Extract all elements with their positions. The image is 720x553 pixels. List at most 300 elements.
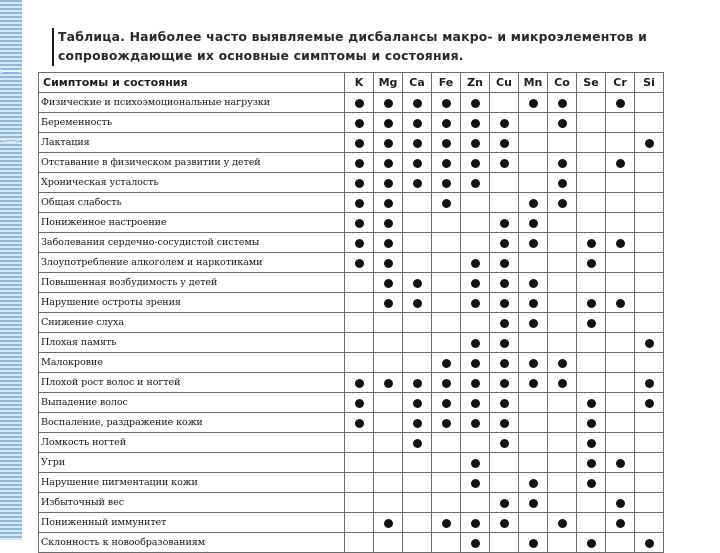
table-cell [403, 93, 432, 113]
table-cell [461, 93, 490, 113]
table-cell [374, 393, 403, 413]
table-cell [490, 153, 519, 173]
table-cell [490, 413, 519, 433]
table-cell [519, 513, 548, 533]
table-cell [635, 233, 664, 253]
bullet-marker-icon [529, 499, 538, 508]
symptom-label: Нарушение пигментации кожи [39, 473, 345, 493]
bullet-marker-icon [355, 379, 364, 388]
table-cell [635, 453, 664, 473]
table-cell [577, 393, 606, 413]
symptom-label: Пониженное настроение [39, 213, 345, 233]
bullet-marker-icon [645, 539, 654, 548]
table-cell [519, 133, 548, 153]
table-cell [548, 93, 577, 113]
table-cell [374, 153, 403, 173]
bullet-marker-icon [384, 379, 393, 388]
column-header-element: Cr [606, 73, 635, 93]
table-row [39, 353, 664, 373]
table-cell [548, 313, 577, 333]
table-row [39, 113, 664, 133]
table-row [39, 93, 664, 113]
table-cell [374, 313, 403, 333]
symptoms-table [38, 72, 664, 553]
column-header-symptoms: Симптомы и состояния [39, 73, 345, 93]
table-cell [548, 273, 577, 293]
bullet-marker-icon [471, 359, 480, 368]
bullet-marker-icon [529, 239, 538, 248]
table-cell [635, 193, 664, 213]
bullet-marker-icon [471, 259, 480, 268]
table-row [39, 233, 664, 253]
table-cell [519, 333, 548, 353]
table-cell [635, 533, 664, 553]
table-row [39, 213, 664, 233]
table-cell [635, 213, 664, 233]
bullet-marker-icon [471, 139, 480, 148]
table-cell [606, 493, 635, 513]
bullet-marker-icon [587, 399, 596, 408]
table-cell [374, 433, 403, 453]
table-cell [345, 373, 374, 393]
table-cell [519, 113, 548, 133]
table-row [39, 333, 664, 353]
table-cell [345, 413, 374, 433]
table-cell [635, 493, 664, 513]
table-cell [490, 453, 519, 473]
column-header-element: Si [635, 73, 664, 93]
table-cell [461, 273, 490, 293]
table-cell [606, 413, 635, 433]
bullet-marker-icon [355, 119, 364, 128]
table-cell [374, 213, 403, 233]
table-cell [432, 233, 461, 253]
table-cell [635, 333, 664, 353]
table-cell [519, 313, 548, 333]
table-cell [432, 413, 461, 433]
bullet-marker-icon [384, 119, 393, 128]
table-cell [635, 153, 664, 173]
bullet-marker-icon [500, 519, 509, 528]
column-header-element: Mg [374, 73, 403, 93]
table-cell [461, 313, 490, 333]
table-cell [345, 473, 374, 493]
table-cell [403, 473, 432, 493]
table-cell [461, 473, 490, 493]
symptom-label: Общая слабость [39, 193, 345, 213]
table-cell [606, 113, 635, 133]
table-cell [490, 333, 519, 353]
table-cell [548, 493, 577, 513]
bullet-marker-icon [529, 479, 538, 488]
table-cell [577, 193, 606, 213]
table-cell [374, 113, 403, 133]
table-cell [345, 353, 374, 373]
table-cell [519, 493, 548, 513]
bullet-marker-icon [500, 159, 509, 168]
symptom-label: Физические и психоэмоциональные нагрузки [39, 93, 345, 113]
bullet-marker-icon [500, 359, 509, 368]
bullet-marker-icon [471, 419, 480, 428]
table-cell [548, 133, 577, 153]
symptom-label: Угри [39, 453, 345, 473]
table-cell [374, 233, 403, 253]
table-cell [374, 173, 403, 193]
table-cell [374, 413, 403, 433]
table-cell [606, 173, 635, 193]
table-cell [606, 513, 635, 533]
bullet-marker-icon [529, 359, 538, 368]
table-row [39, 313, 664, 333]
bullet-marker-icon [471, 119, 480, 128]
table-cell [606, 353, 635, 373]
bullet-marker-icon [500, 339, 509, 348]
bullet-marker-icon [616, 499, 625, 508]
table-cell [577, 233, 606, 253]
table-cell [519, 93, 548, 113]
bullet-marker-icon [558, 119, 567, 128]
table-cell [461, 393, 490, 413]
table-cell [403, 313, 432, 333]
table-cell [461, 133, 490, 153]
bullet-marker-icon [471, 379, 480, 388]
table-cell [403, 133, 432, 153]
table-cell [461, 173, 490, 193]
symptom-label: Пониженный иммунитет [39, 513, 345, 533]
table-cell [519, 393, 548, 413]
bullet-marker-icon [645, 399, 654, 408]
bullet-marker-icon [442, 359, 451, 368]
table-cell [345, 193, 374, 213]
bullet-marker-icon [355, 259, 364, 268]
bullet-marker-icon [384, 279, 393, 288]
table-cell [403, 273, 432, 293]
table-cell [403, 513, 432, 533]
column-header-element: Se [577, 73, 606, 93]
table-cell [519, 193, 548, 213]
table-cell [635, 313, 664, 333]
bullet-marker-icon [471, 279, 480, 288]
bullet-marker-icon [355, 179, 364, 188]
table-cell [519, 153, 548, 173]
table-row [39, 493, 664, 513]
bullet-marker-icon [558, 379, 567, 388]
bullet-marker-icon [529, 219, 538, 228]
table-cell [374, 473, 403, 493]
bullet-marker-icon [500, 239, 509, 248]
bullet-marker-icon [384, 159, 393, 168]
table-row [39, 393, 664, 413]
bullet-marker-icon [500, 299, 509, 308]
column-header-element: Co [548, 73, 577, 93]
table-cell [490, 233, 519, 253]
table-cell [374, 193, 403, 213]
table-cell [577, 213, 606, 233]
table-cell [403, 393, 432, 413]
table-cell [548, 333, 577, 353]
table-row [39, 433, 664, 453]
table-cell [577, 433, 606, 453]
table-row [39, 153, 664, 173]
decorative-arc [0, 70, 42, 142]
table-cell [403, 373, 432, 393]
table-cell [577, 533, 606, 553]
table-cell [490, 433, 519, 453]
table-cell [606, 333, 635, 353]
table-cell [374, 93, 403, 113]
column-header-element: Cu [490, 73, 519, 93]
bullet-marker-icon [529, 279, 538, 288]
table-cell [403, 113, 432, 133]
bullet-marker-icon [384, 199, 393, 208]
bullet-marker-icon [471, 179, 480, 188]
table-cell [345, 453, 374, 473]
table-cell [374, 253, 403, 273]
bullet-marker-icon [413, 399, 422, 408]
table-cell [461, 493, 490, 513]
table-cell [345, 93, 374, 113]
table-cell [461, 193, 490, 213]
table-cell [345, 273, 374, 293]
table-cell [432, 93, 461, 113]
bullet-marker-icon [442, 139, 451, 148]
bullet-marker-icon [355, 199, 364, 208]
table-cell [548, 293, 577, 313]
table-cell [606, 473, 635, 493]
symptom-label: Плохой рост волос и ногтей [39, 373, 345, 393]
table-row [39, 133, 664, 153]
bullet-marker-icon [355, 219, 364, 228]
bullet-marker-icon [384, 239, 393, 248]
table-cell [432, 533, 461, 553]
table-cell [345, 173, 374, 193]
table-cell [345, 213, 374, 233]
bullet-marker-icon [384, 259, 393, 268]
table-cell [403, 293, 432, 313]
table-cell [519, 233, 548, 253]
page-title [58, 27, 698, 65]
table-cell [519, 373, 548, 393]
table-cell [635, 173, 664, 193]
title-line-2: сопровождающие их основные симптомы и состояния. [58, 48, 464, 63]
table-cell [519, 173, 548, 193]
table-cell [490, 193, 519, 213]
decorative-left-strip [0, 0, 22, 540]
table-cell [577, 473, 606, 493]
table-cell [374, 533, 403, 553]
table-cell [345, 313, 374, 333]
bullet-marker-icon [442, 419, 451, 428]
bullet-marker-icon [384, 179, 393, 188]
bullet-marker-icon [471, 459, 480, 468]
title-line-1: Таблица. Наиболее часто выявляемые дисбалансы макро- и микроэлементов и [58, 29, 647, 44]
bullet-marker-icon [558, 179, 567, 188]
symptom-label: Повышенная возбудимость у детей [39, 273, 345, 293]
table-cell [461, 253, 490, 273]
table-cell [606, 133, 635, 153]
table-cell [461, 533, 490, 553]
table-cell [432, 513, 461, 533]
table-cell [403, 193, 432, 213]
table-cell [374, 513, 403, 533]
table-cell [432, 453, 461, 473]
bullet-marker-icon [500, 279, 509, 288]
table-cell [577, 273, 606, 293]
bullet-marker-icon [587, 239, 596, 248]
table-cell [548, 213, 577, 233]
bullet-marker-icon [413, 119, 422, 128]
bullet-marker-icon [587, 539, 596, 548]
table-cell [432, 133, 461, 153]
table-cell [519, 453, 548, 473]
table-cell [461, 433, 490, 453]
table-cell [461, 153, 490, 173]
table-cell [577, 493, 606, 513]
table-cell [635, 253, 664, 273]
table-cell [635, 133, 664, 153]
table-cell [606, 193, 635, 213]
table-cell [461, 293, 490, 313]
bullet-marker-icon [413, 419, 422, 428]
table-cell [374, 273, 403, 293]
table-cell [606, 213, 635, 233]
table-cell [548, 193, 577, 213]
table-cell [577, 113, 606, 133]
table-cell [548, 173, 577, 193]
bullet-marker-icon [587, 419, 596, 428]
table-cell [432, 353, 461, 373]
table-cell [432, 433, 461, 453]
table-cell [432, 193, 461, 213]
bullet-marker-icon [500, 119, 509, 128]
table-cell [635, 353, 664, 373]
bullet-marker-icon [529, 299, 538, 308]
table-cell [519, 293, 548, 313]
table-cell [635, 273, 664, 293]
bullet-marker-icon [471, 99, 480, 108]
bullet-marker-icon [413, 279, 422, 288]
table-cell [345, 533, 374, 553]
table-body [39, 93, 664, 553]
table-cell [490, 373, 519, 393]
bullet-marker-icon [645, 379, 654, 388]
table-cell [577, 153, 606, 173]
table-cell [403, 413, 432, 433]
bullet-marker-icon [645, 339, 654, 348]
bullet-marker-icon [645, 139, 654, 148]
bullet-marker-icon [442, 519, 451, 528]
column-header-element: K [345, 73, 374, 93]
bullet-marker-icon [442, 379, 451, 388]
bullet-marker-icon [500, 439, 509, 448]
table-cell [519, 253, 548, 273]
bullet-marker-icon [587, 439, 596, 448]
bullet-marker-icon [558, 199, 567, 208]
table-cell [461, 213, 490, 233]
table-cell [345, 333, 374, 353]
bullet-marker-icon [355, 239, 364, 248]
table-cell [403, 493, 432, 513]
bullet-marker-icon [355, 159, 364, 168]
table-cell [606, 393, 635, 413]
table-cell [490, 273, 519, 293]
bullet-marker-icon [471, 299, 480, 308]
table-cell [345, 293, 374, 313]
bullet-marker-icon [500, 379, 509, 388]
bullet-marker-icon [558, 159, 567, 168]
table-cell [490, 493, 519, 513]
table-cell [345, 393, 374, 413]
bullet-marker-icon [413, 179, 422, 188]
table-cell [577, 313, 606, 333]
table-cell [490, 393, 519, 413]
bullet-marker-icon [558, 359, 567, 368]
table-cell [548, 153, 577, 173]
table-cell [519, 213, 548, 233]
bullet-marker-icon [355, 399, 364, 408]
table-cell [403, 333, 432, 353]
bullet-marker-icon [471, 479, 480, 488]
table-cell [577, 173, 606, 193]
table-cell [490, 353, 519, 373]
table-cell [606, 373, 635, 393]
symptom-label: Злоупотребление алкоголем и наркотиками [39, 253, 345, 273]
table-cell [577, 453, 606, 473]
table-cell [345, 513, 374, 533]
table-cell [606, 453, 635, 473]
symptom-label: Лактация [39, 133, 345, 153]
bullet-marker-icon [442, 399, 451, 408]
bullet-marker-icon [384, 139, 393, 148]
bullet-marker-icon [500, 139, 509, 148]
symptom-label: Ломкость ногтей [39, 433, 345, 453]
table-cell [548, 113, 577, 133]
table-cell [490, 93, 519, 113]
table-cell [432, 333, 461, 353]
column-header-element: Ca [403, 73, 432, 93]
table-cell [577, 93, 606, 113]
bullet-marker-icon [471, 339, 480, 348]
bullet-marker-icon [500, 419, 509, 428]
bullet-marker-icon [587, 319, 596, 328]
bullet-marker-icon [500, 399, 509, 408]
table-cell [403, 233, 432, 253]
bullet-marker-icon [616, 299, 625, 308]
bullet-marker-icon [500, 259, 509, 268]
table-cell [461, 333, 490, 353]
table-cell [432, 213, 461, 233]
table-cell [345, 493, 374, 513]
symptom-label: Заболевания сердечно-сосудистой системы [39, 233, 345, 253]
table-cell [548, 453, 577, 473]
bullet-marker-icon [413, 99, 422, 108]
title-accent-bar [52, 28, 54, 66]
table-cell [374, 493, 403, 513]
table-cell [635, 393, 664, 413]
table-cell [403, 153, 432, 173]
table-cell [548, 393, 577, 413]
table-cell [606, 93, 635, 113]
bullet-marker-icon [587, 259, 596, 268]
table-cell [461, 233, 490, 253]
bullet-marker-icon [442, 179, 451, 188]
bullet-marker-icon [471, 539, 480, 548]
table-cell [519, 533, 548, 553]
bullet-marker-icon [616, 159, 625, 168]
column-header-element: Zn [461, 73, 490, 93]
table-cell [403, 353, 432, 373]
symptom-label: Отставание в физическом развитии у детей [39, 153, 345, 173]
